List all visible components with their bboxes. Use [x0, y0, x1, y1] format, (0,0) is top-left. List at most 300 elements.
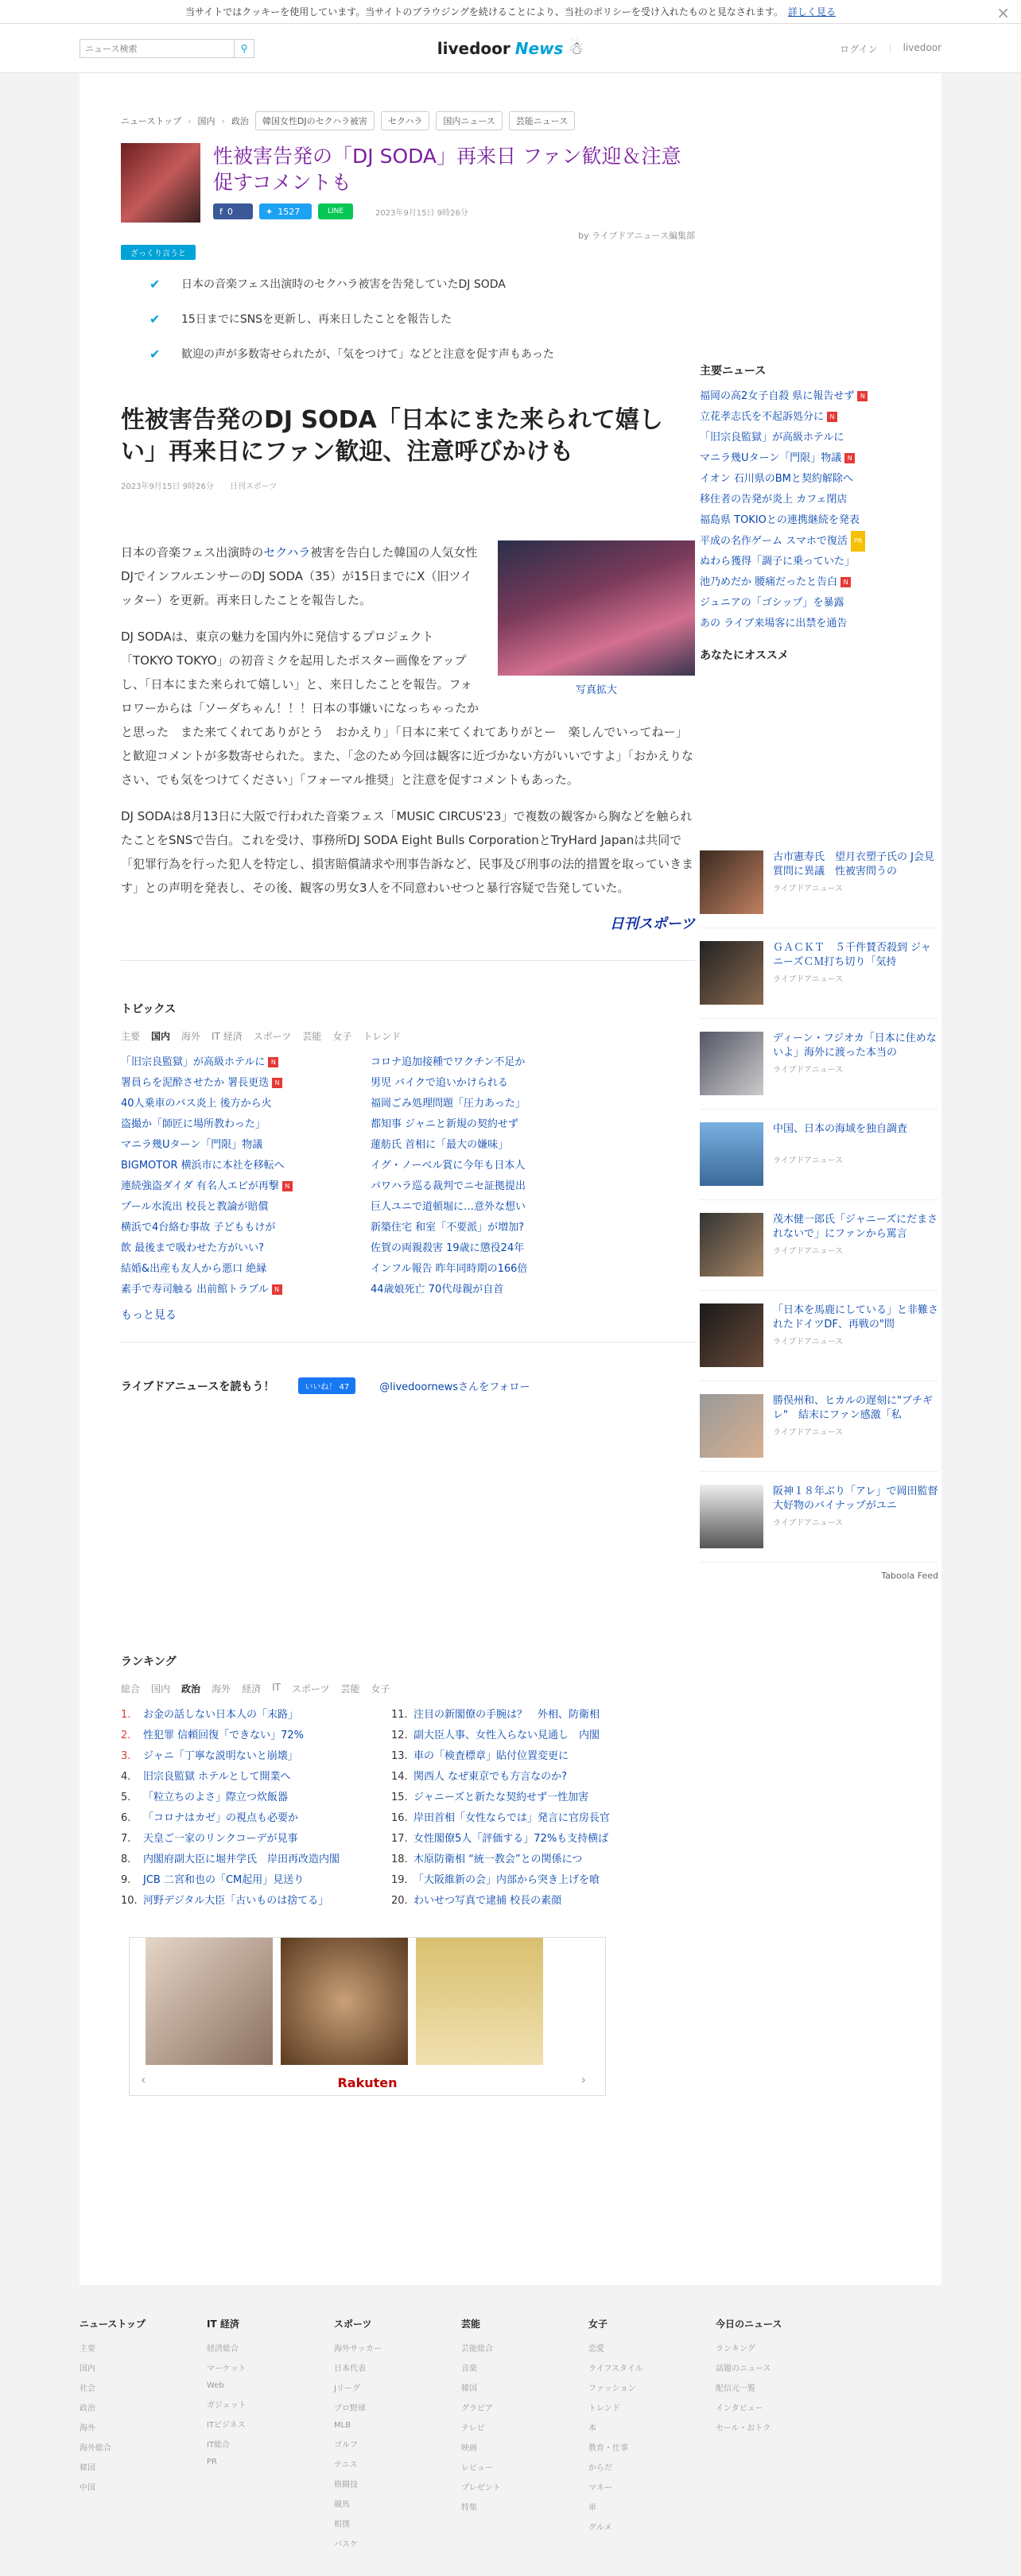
rakuten-ad[interactable] — [129, 1937, 606, 2096]
topic-link[interactable]: 飲 最後まで吸わせた方がいい? — [121, 1242, 265, 1254]
ranking-item-text: 性犯罪 信頼回復「できない」72% — [143, 1730, 305, 1741]
footer-link[interactable]: ファッション — [588, 2384, 636, 2393]
recommend-source: ライブドアニュース — [773, 1247, 844, 1256]
new-icon: N — [827, 412, 837, 422]
ranking-item-text: お金の話しない日本人の「末路」 — [143, 1709, 299, 1721]
footer-link[interactable]: 格闘技 — [334, 2481, 358, 2489]
search-box — [80, 39, 254, 58]
footer-link[interactable]: 主要 — [80, 2345, 95, 2353]
footer-link[interactable]: インタビュー — [716, 2404, 763, 2413]
rank-number: 2. — [121, 1730, 131, 1741]
ranking-item-text: わいせつ写真で逮捕 校長の素顔 — [413, 1895, 562, 1907]
rank-tab-it[interactable]: IT — [272, 1682, 281, 1693]
recommend-item[interactable] — [700, 1122, 938, 1200]
footer-link[interactable]: IT総合 — [207, 2441, 231, 2450]
footer-link[interactable]: 韓国 — [461, 2384, 477, 2393]
taboola-feed-label[interactable]: Taboola Feed — [881, 1571, 938, 1581]
topic-link[interactable]: 40人乗車のバス炎上 後方から火 — [121, 1098, 272, 1110]
rank-number: 8. — [121, 1854, 131, 1865]
text: 日本の音楽フェス出演時の — [121, 545, 264, 560]
recommend-source: ライブドアニュース — [773, 1428, 844, 1437]
footer-link[interactable]: 海外サッカー — [334, 2345, 382, 2353]
footer-link[interactable]: PR — [207, 2458, 217, 2466]
ranking-item-text: 河野デジタル大臣「古いものは捨てる」 — [143, 1895, 329, 1907]
ranking-item[interactable] — [121, 1767, 383, 1788]
topic-link-text: 連続強盗ダイダ 有名人エビが再撃 — [121, 1180, 279, 1192]
topic-link[interactable]: 盗撮か「師匠に場所教わった」 — [121, 1118, 266, 1130]
close-icon[interactable]: × — [996, 3, 1010, 22]
topic-tag[interactable]: 韓国女性DJのセクハラ被害 — [255, 111, 375, 130]
topic-link[interactable]: 男児 バイクで追いかけられる — [371, 1077, 508, 1089]
topic-link[interactable]: 福岡ごみ処理問題「圧力あった」 — [371, 1098, 526, 1110]
cookie-details-link[interactable]: 詳しく見る — [787, 6, 836, 17]
main-news-title: 主要ニュース — [700, 365, 767, 378]
ad-image[interactable] — [416, 1938, 543, 2065]
article-image[interactable] — [498, 540, 695, 676]
breadcrumb-item[interactable]: 政治 — [231, 116, 249, 126]
ranking-item[interactable] — [391, 1726, 654, 1746]
footer-link[interactable]: Jリーグ — [334, 2384, 360, 2393]
more-topics-link[interactable]: もっと見る — [121, 1309, 177, 1322]
new-icon: N — [857, 391, 868, 401]
article-body — [121, 540, 695, 936]
main-news-item[interactable]: 移住者の告発が炎上 カフェ閉店 — [700, 494, 848, 506]
ranking-list — [121, 1705, 695, 1912]
footer-column — [588, 2317, 716, 2557]
footer-link[interactable]: 芸能総合 — [461, 2345, 493, 2353]
ranking-item-text: ジャニーズと新たな契約せず一性加害 — [413, 1792, 589, 1803]
ranking-item[interactable] — [121, 1746, 383, 1767]
ranking-item[interactable] — [391, 1891, 654, 1912]
recommend-source: ライブドアニュース — [773, 1066, 844, 1075]
login-link[interactable]: ログイン — [840, 43, 878, 55]
footer-link[interactable]: グルメ — [588, 2524, 612, 2532]
footer-column — [461, 2317, 588, 2557]
footer-link[interactable]: 日本代表 — [334, 2365, 366, 2373]
twitter-follow-link[interactable]: @livedoornewsさんをフォロー — [379, 1381, 530, 1393]
main-news-item[interactable] — [700, 407, 938, 428]
main-news-item[interactable]: ジュニアの「ゴシップ」を暴露 — [700, 597, 844, 609]
facebook-like-button[interactable]: いいね！ 47 — [298, 1377, 355, 1394]
footer-link[interactable]: グラビア — [461, 2404, 493, 2413]
recommend-image[interactable] — [700, 1122, 763, 1186]
recommend-source: ライブドアニュース — [773, 1338, 844, 1346]
topic-link[interactable] — [121, 1052, 367, 1073]
article-date: 2023年9月15日 9時26分 — [121, 482, 214, 491]
footer-link[interactable]: 映画 — [461, 2444, 477, 2453]
rank-number: 9. — [121, 1874, 131, 1886]
footer-link[interactable]: バスケ — [334, 2540, 358, 2549]
main-news-text: 池乃めだか 腰痛だったと告白 — [700, 576, 838, 588]
article-paragraph: DJ SODAは、東京の魅力を国内外に発信するプロジェクト「TOKYO TOKYO」の初音ミクを起用したポスター画像をアップし、「日本にまた来られて嬉しい」と、来日したことを報告。フォロワーからは「ソーダちゃん！！！日本の事嫌いになっちゃったかと思った また来てくれてありがとう おかえり」「日本に来てくれてありがとー 楽しんでいってねー」と歓迎コメントが多数寄せられた。また、「念のため今回は観客に近づかない方がいいですよ」「おかえりなさい、でも気をつけてください」「フォーマル推奨」と注意を促すコメントもあった。 — [121, 629, 694, 787]
topic-link-text: 素手で寿司触る 出前館トラブル — [121, 1284, 269, 1296]
ad-image[interactable] — [146, 1938, 273, 2065]
footer-heading[interactable]: IT 経済 — [207, 2318, 239, 2330]
pr-badge: PR — [851, 531, 865, 552]
footer-link[interactable]: 海外 — [80, 2424, 95, 2433]
rank-number: 14. — [391, 1771, 408, 1783]
footer-link[interactable]: 中国 — [80, 2484, 95, 2493]
recommend-image[interactable] — [700, 1213, 763, 1276]
recommend-item[interactable] — [700, 1213, 938, 1291]
topic-link[interactable]: 巨人ユニで道頓堀に…意外な想い — [371, 1201, 526, 1213]
footer-link[interactable]: トレンド — [588, 2404, 620, 2413]
ranking-item[interactable] — [391, 1746, 654, 1767]
topic-link[interactable]: 44歳娘死亡 70代母親が自首 — [371, 1284, 504, 1296]
footer-link[interactable]: 音楽 — [461, 2365, 477, 2373]
recommend-image[interactable] — [700, 1303, 763, 1367]
summary-point — [149, 301, 695, 336]
topic-link[interactable]: 横浜で4台絡む事故 子どももけが — [121, 1222, 276, 1234]
footer-link[interactable]: テレビ — [461, 2424, 485, 2433]
new-icon: N — [840, 577, 851, 587]
recommend-item[interactable] — [700, 1485, 938, 1563]
recommend-image[interactable] — [700, 1032, 763, 1095]
ranking-item[interactable] — [121, 1726, 383, 1746]
main-column — [121, 73, 695, 2096]
footer-link[interactable]: 韓国 — [80, 2464, 95, 2473]
topics-tabs — [121, 1029, 695, 1043]
check-icon: ✔ — [149, 346, 161, 362]
topic-link[interactable]: プール水流出 校長と教論が賠償 — [121, 1201, 269, 1213]
recommend-title-text[interactable]: ディーン・フジオカ「日本に住めないよ」海外に渡った本当の — [773, 1032, 937, 1059]
new-icon: N — [272, 1284, 282, 1295]
footer-link[interactable]: 国内 — [80, 2365, 95, 2373]
ranking-item[interactable] — [391, 1705, 654, 1726]
facebook-share-button[interactable] — [213, 203, 253, 219]
recommend-source: ライブドアニュース — [773, 1156, 844, 1165]
recommend-image[interactable] — [700, 850, 763, 914]
topics-section — [121, 1001, 695, 1323]
rank-number: 16. — [391, 1812, 408, 1824]
main-news-item[interactable] — [700, 572, 938, 593]
recommend-source: ライブドアニュース — [773, 885, 844, 893]
main-news-text: マニラ幾Uターン「門限」物議 — [700, 452, 842, 464]
summary-point — [149, 336, 695, 371]
rank-tab-economy[interactable]: 経済 — [242, 1683, 262, 1695]
footer-column — [334, 2317, 461, 2557]
search-icon: ⚲ — [240, 43, 248, 54]
footer-link[interactable]: MLB — [334, 2421, 351, 2430]
main-news-text: 立花孝志氏を不起訴処分に — [700, 411, 825, 423]
rank-tab-women[interactable]: 女子 — [371, 1683, 390, 1695]
rank-tab-entertainment[interactable]: 芸能 — [340, 1683, 360, 1695]
ranking-item-text: 「粒立ちのよさ」際立つ炊飯器 — [143, 1792, 289, 1803]
main-news-item[interactable]: あの ライブ来場客に出禁を通告 — [700, 618, 848, 629]
topic-link[interactable]: 佐賀の両親殺害 19歳に懲役24年 — [371, 1242, 525, 1254]
rank-number: 20. — [391, 1895, 408, 1907]
topic-link[interactable] — [121, 1176, 367, 1197]
topic-link[interactable]: BIGMOTOR 横浜市に本社を移転へ — [121, 1160, 285, 1172]
sexual-harassment-link[interactable]: セクハラ — [263, 545, 311, 560]
ranking-section — [121, 1653, 695, 1912]
ranking-item[interactable] — [121, 1788, 383, 1808]
main-news-item[interactable]: ぬわら獲得「調子に乗っていた」 — [700, 556, 856, 567]
livedoor-link[interactable]: livedoor — [903, 41, 941, 53]
ranking-item[interactable] — [391, 1767, 654, 1788]
rank-number: 11. — [391, 1709, 408, 1721]
new-icon: N — [844, 453, 855, 463]
check-icon: ✔ — [149, 276, 161, 292]
article-meta — [121, 479, 695, 491]
topic-link-text: 署員らを泥酔させたか 署長更迭 — [121, 1077, 270, 1089]
footer-link[interactable]: 海外総合 — [80, 2444, 111, 2453]
main-news-item[interactable] — [700, 531, 938, 552]
cookie-text: 当サイトではクッキーを使用しています。当サイトのブラウジングを続けることにより、当社のポリシーを受け入れたものと見なされます。 — [185, 6, 783, 17]
footer-link[interactable]: 配信元一覧 — [716, 2384, 755, 2393]
rakuten-logo: Rakuten — [337, 2075, 398, 2090]
twitter-share-button[interactable] — [259, 203, 312, 219]
line-icon: LINE — [327, 207, 344, 215]
topic-link[interactable]: パワハラ巡る裁判でニセ証拠提出 — [371, 1180, 526, 1192]
ad-image[interactable] — [281, 1938, 408, 2065]
summary-badge: ざっくり言うと — [121, 245, 196, 260]
text: 被害を告白した韓国の人気女性DJでインフルエンサーのDJ SODA（35）が15日までにX（旧ツイッター）を更新。再来日したことを報告した。 — [121, 545, 478, 607]
ranking-item-text: ジャニ「丁寧な説明ないと崩壊」 — [143, 1750, 298, 1762]
topic-link[interactable] — [121, 1073, 367, 1094]
tab-sports[interactable]: スポーツ — [253, 1031, 292, 1042]
footer-link[interactable]: 社会 — [80, 2384, 95, 2393]
site-footer — [0, 2285, 1021, 2576]
ranking-item[interactable] — [121, 1808, 383, 1829]
rank-number: 13. — [391, 1750, 408, 1762]
article-title: 性被害告発のDJ SODA「日本にまた来られて嬉しい」再来日にファン歓迎、注意呼びかけも — [121, 406, 663, 466]
chevron-left-icon[interactable]: ‹ — [141, 2072, 146, 2087]
ranking-item[interactable] — [121, 1829, 383, 1850]
recommend-title-text[interactable]: 阪神１８年ぶり「アレ」で岡田監督大好物のバイナップがユニ — [773, 1486, 938, 1512]
footer-heading[interactable]: ニューストップ — [80, 2318, 146, 2330]
breadcrumb-item[interactable]: ニューストップ — [121, 116, 182, 126]
footer-link[interactable]: レビュー — [461, 2464, 493, 2473]
topic-link[interactable]: マニラ幾Uターン「門限」物議 — [121, 1139, 263, 1151]
tab-main[interactable]: 主要 — [121, 1031, 141, 1042]
footer-link[interactable]: ランキング — [716, 2345, 755, 2353]
topic-link[interactable]: 新築住宅 和室「不要派」が増加? — [371, 1222, 525, 1234]
ranking-item[interactable] — [391, 1788, 654, 1808]
page-content — [80, 73, 941, 2287]
recommend-title-text[interactable]: 中国、日本の海域を独自調査 — [773, 1123, 908, 1135]
main-news-item[interactable]: イオン 石川県のBMと契約解除へ — [700, 473, 853, 485]
tab-domestic[interactable]: 国内 — [151, 1031, 171, 1042]
search-button[interactable] — [234, 39, 254, 58]
footer-link[interactable]: セール・おトク — [716, 2424, 771, 2433]
footer-link[interactable]: 恋愛 — [588, 2345, 604, 2353]
photo-enlarge-link[interactable]: 写真拡大 — [575, 684, 617, 696]
footer-link[interactable]: 相撲 — [334, 2520, 350, 2529]
footer-link[interactable]: 政治 — [80, 2404, 95, 2413]
headline-date: 2023年9月15日 9時26分 — [375, 208, 468, 218]
main-news-item[interactable]: 「旧宗良監獄」が高級ホテルに — [700, 432, 844, 444]
recommend-list — [700, 850, 938, 1563]
rank-number: 4. — [121, 1771, 131, 1783]
chevron-right-icon[interactable]: › — [580, 2072, 586, 2087]
main-news-item[interactable] — [700, 448, 938, 469]
rank-number: 3. — [121, 1750, 131, 1762]
summary-points — [149, 266, 695, 371]
topic-link-text: 「旧宗良監獄」が高級ホテルに — [121, 1056, 266, 1068]
ranking-item-text: 関西人 なぜ東京でも方言なのか? — [413, 1771, 568, 1783]
footer-heading[interactable]: 今日のニュース — [716, 2318, 782, 2330]
line-share-button[interactable] — [318, 203, 353, 219]
logo-news: News — [514, 39, 564, 58]
footer-link[interactable]: 話題のニュース — [716, 2365, 771, 2373]
tab-it-economy[interactable]: IT 経済 — [212, 1031, 243, 1042]
main-news-item[interactable]: 福島県 TOKIOとの連携継続を発表 — [700, 514, 860, 526]
recommend-item[interactable] — [700, 1303, 938, 1381]
recommend-item[interactable] — [700, 1032, 938, 1110]
footer-link[interactable]: 経済総合 — [207, 2345, 239, 2353]
topics-list — [121, 1052, 695, 1300]
ranking-item[interactable] — [391, 1870, 654, 1891]
recommend-image[interactable] — [700, 1485, 763, 1548]
footer-link[interactable]: マネー — [588, 2484, 612, 2493]
recommend-title-text[interactable]: ＧＡＣＫＴ ５千件賛否殺到 ジャニーズＣＭ打ち切り「気持 — [773, 942, 931, 968]
footer-link[interactable]: ガジェット — [207, 2401, 247, 2410]
follow-bar — [121, 1377, 695, 1394]
byline: by ライブドアニュース編集部 — [578, 230, 695, 241]
tab-women[interactable]: 女子 — [332, 1031, 352, 1042]
ranking-item[interactable] — [391, 1808, 654, 1829]
breadcrumb-item[interactable]: 国内 — [197, 116, 215, 126]
new-icon: N — [268, 1057, 278, 1067]
ranking-item-text: 木原防衛相 “統一教会”との関係につ — [413, 1854, 583, 1865]
topic-link[interactable]: イグ・ノーベル賞に今年も日本人 — [371, 1160, 526, 1172]
topic-tag[interactable]: 国内ニュース — [436, 111, 502, 130]
recommend-title-text[interactable]: 古市憲寿氏 望月衣塑子氏の J会見質問に異議 性被害問うの — [773, 851, 934, 877]
rank-number: 7. — [121, 1833, 131, 1845]
tab-overseas[interactable]: 海外 — [181, 1031, 201, 1042]
footer-link[interactable]: マーケット — [207, 2365, 247, 2373]
summary-point-text: 日本の音楽フェス出演時のセクハラ被害を告発していたDJ SODA — [181, 278, 506, 291]
footer-column — [716, 2317, 843, 2557]
footer-link[interactable]: 本 — [588, 2424, 596, 2433]
recommend-source: ライブドアニュース — [773, 1519, 844, 1528]
share-buttons — [213, 203, 695, 219]
footer-link[interactable]: ゴルフ — [334, 2441, 358, 2450]
tab-trend[interactable]: トレンド — [363, 1031, 401, 1042]
rank-tab-sports[interactable]: スポーツ — [291, 1683, 330, 1695]
nikkan-sports-logo[interactable]: 日刊スポーツ — [609, 916, 695, 932]
ranking-item-text: 天皇ご一家のリンクコーデが見事 — [143, 1833, 298, 1845]
facebook-count: 0 — [227, 206, 233, 217]
recommend-item[interactable] — [700, 941, 938, 1019]
rank-number: 5. — [121, 1792, 131, 1803]
rank-tab-domestic[interactable]: 国内 — [151, 1683, 171, 1695]
main-news-text: 平成の名作ゲーム スマホで復活 — [700, 535, 848, 548]
rank-number: 1. — [121, 1709, 131, 1721]
footer-link[interactable]: ITビジネス — [207, 2421, 246, 2430]
footer-heading[interactable]: 女子 — [588, 2318, 608, 2330]
footer-link[interactable]: プロ野球 — [334, 2404, 366, 2413]
recommend-image[interactable] — [700, 941, 763, 1005]
footer-link[interactable]: 教育・仕事 — [588, 2444, 628, 2453]
footer-link[interactable]: テニス — [334, 2461, 358, 2469]
rank-number: 18. — [391, 1854, 408, 1865]
recommend-item[interactable] — [700, 850, 938, 928]
footer-column — [80, 2317, 207, 2557]
check-icon: ✔ — [149, 311, 161, 327]
recommend-image[interactable] — [700, 1394, 763, 1458]
main-news-list — [700, 386, 938, 634]
footer-column — [207, 2317, 334, 2557]
ranking-item-text: 旧宗良監獄 ホテルとして開業へ — [143, 1771, 291, 1783]
ranking-item[interactable] — [121, 1705, 383, 1726]
rank-number: 12. — [391, 1730, 408, 1741]
article-paragraph: DJ SODAは8月13日に大阪で行われた音楽フェス「MUSIC CIRCUS'23」で複数の観客から胸などを触られたことをSNSで告白。これを受け、事務所DJ SODA Eight Bulls CorporationとTryHard Japanは共同で「犯罪行為を行った犯人を特定し、損害賠償請求や刑事告訴など、民事及び刑事の法的措置を取っていきます」との声明を発表し、その後、観客の男女3人を不同意わいせつと暴行容疑で告発していた。 — [121, 809, 694, 895]
rank-number: 6. — [121, 1812, 131, 1824]
twitter-count: 1527 — [278, 206, 301, 217]
sidebar — [700, 73, 938, 1581]
topic-link[interactable] — [121, 1280, 367, 1300]
ranking-item-text: JCB 二宮和也の「CM起用」見送り — [143, 1874, 305, 1886]
ranking-title: ランキング — [121, 1656, 177, 1668]
ranking-tabs — [121, 1682, 695, 1695]
headline-thumbnail[interactable] — [121, 143, 200, 223]
recommend-item[interactable] — [700, 1394, 938, 1472]
footer-link[interactable]: ライフスタイル — [588, 2365, 643, 2373]
ranking-item[interactable] — [121, 1850, 383, 1870]
search-input[interactable] — [80, 39, 234, 58]
facebook-icon: f — [219, 206, 223, 217]
footer-link[interactable]: からだ — [588, 2464, 612, 2473]
main-news-item[interactable] — [700, 386, 938, 407]
footer-link[interactable]: 車 — [588, 2504, 596, 2512]
ranking-item[interactable] — [121, 1891, 383, 1912]
ranking-item-text: 女性閣僚5人「評価する」72%も支持横ば — [413, 1833, 609, 1845]
recommend-title-text[interactable]: 茂木健一郎氏「ジャニーズにだまされないで」にファンから罵言 — [773, 1214, 938, 1240]
footer-link[interactable]: プレゼント — [461, 2484, 501, 2493]
ranking-item-text: 「コロナはカゼ」の視点も必要か — [143, 1812, 299, 1824]
tab-entertainment[interactable]: 芸能 — [302, 1031, 322, 1042]
main-news-text: 福岡の高2女子自殺 県に報告せず — [700, 390, 855, 402]
rank-number: 17. — [391, 1833, 408, 1845]
topic-link[interactable]: 都知事 ジャニと新規の契約せず — [371, 1118, 518, 1130]
site-logo[interactable] — [437, 39, 584, 59]
twitter-icon: ✦ — [266, 206, 274, 217]
logo-text: livedoor — [437, 39, 510, 58]
topic-link[interactable]: 蓮舫氏 首相に「最大の嫌味」 — [371, 1139, 509, 1151]
topic-link[interactable]: インフル報告 昨年同時期の166倍 — [371, 1263, 528, 1275]
ranking-item-text: 「大阪維新の会」内部から突き上げを喰 — [413, 1874, 600, 1886]
summary-point-text: 15日までにSNSを更新し、再来日したことを報告した — [181, 313, 452, 326]
breadcrumb: ニューストップ › 国内 › 政治 韓国女性DJのセクハラ被害 セクハラ 国内ニュース 芸能ニュース — [121, 73, 695, 130]
ranking-item[interactable] — [391, 1850, 654, 1870]
footer-heading[interactable]: 芸能 — [461, 2318, 481, 2330]
ranking-item-text: 岸田首相「女性ならでは」発言に官房長官 — [413, 1812, 610, 1824]
rank-number: 15. — [391, 1792, 408, 1803]
footer-link[interactable]: 競馬 — [334, 2500, 350, 2509]
footer-heading[interactable]: スポーツ — [334, 2318, 372, 2330]
rank-tab-politics[interactable]: 政治 — [181, 1683, 201, 1695]
ranking-item-text: 副大臣人事、女性入らない見通し 内閣 — [413, 1730, 600, 1741]
article-photo[interactable] — [498, 540, 695, 703]
ranking-item[interactable] — [121, 1870, 383, 1891]
recommend-title-text[interactable]: 勝俣州和、ヒカルの遅刻に"ブチギレ" 結末にファン感激「私 — [773, 1395, 933, 1421]
ranking-item[interactable] — [391, 1829, 654, 1850]
topic-link[interactable]: コロナ追加接種でワクチン不足か — [371, 1056, 526, 1068]
follow-text: ライブドアニュースを読もう！ — [121, 1380, 275, 1393]
topic-tag[interactable]: セクハラ — [381, 111, 429, 130]
topic-tag[interactable]: 芸能ニュース — [509, 111, 575, 130]
recommend-title-text[interactable]: 「日本を馬鹿にしている」と非難されたドイツDF、再戦の"問 — [773, 1304, 938, 1331]
rank-tab-overall[interactable]: 総合 — [121, 1683, 141, 1695]
footer-link[interactable]: Web — [207, 2381, 224, 2390]
rank-tab-overseas[interactable]: 海外 — [212, 1683, 231, 1695]
topic-link[interactable]: 結婚&出産も友人から悪口 絶縁 — [121, 1263, 267, 1275]
ranking-item-text: 内閣府副大臣に堀井学氏 岸田再改造内閣 — [143, 1854, 340, 1865]
footer-link[interactable]: 特集 — [461, 2504, 477, 2512]
site-header: ニュース検索 ⚲ livedoor News ☃ ログイン | livedoor — [0, 24, 1021, 73]
